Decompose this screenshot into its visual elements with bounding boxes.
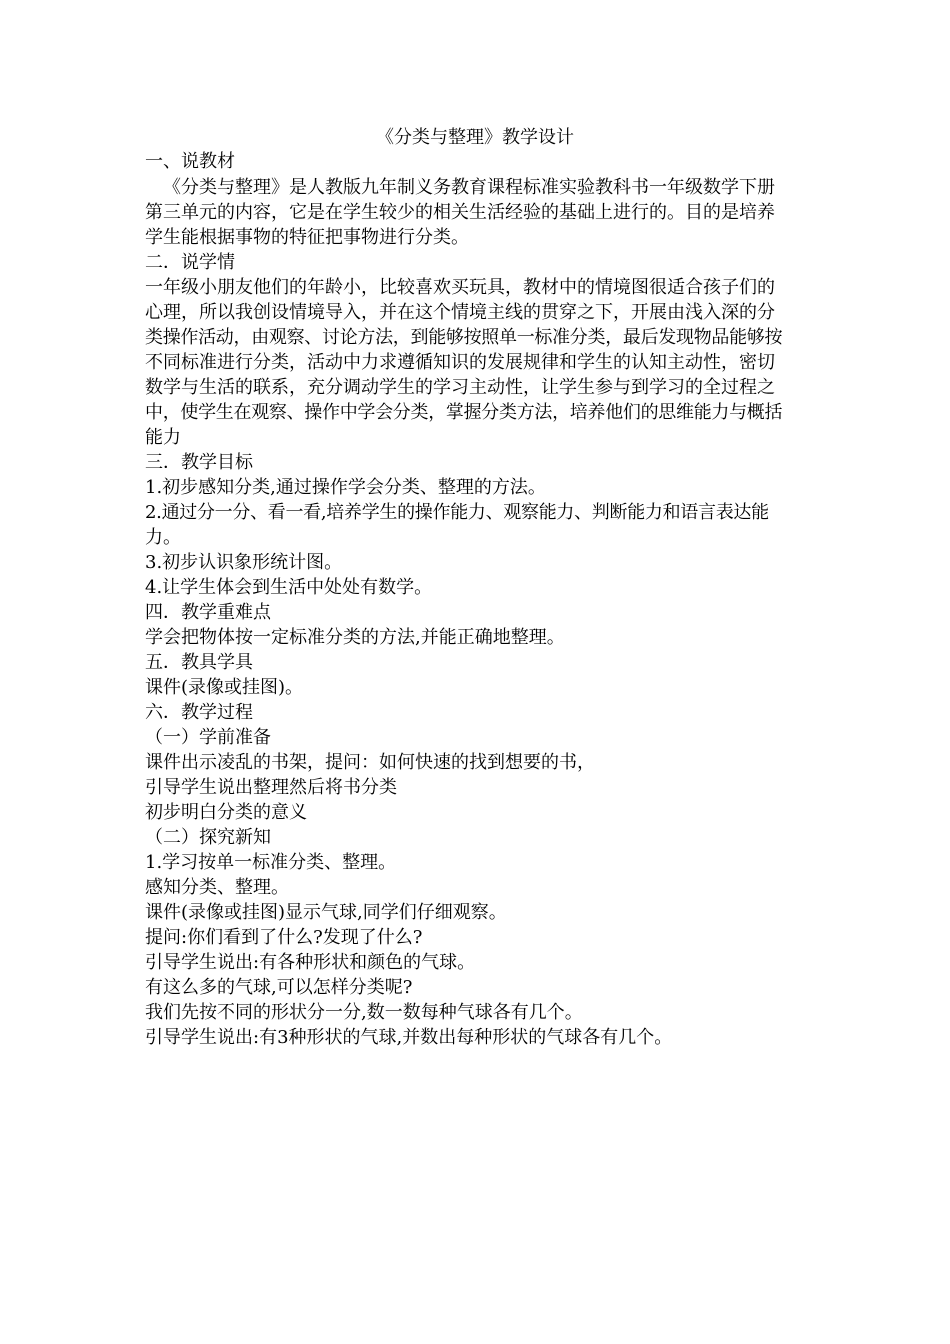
paragraph-line: 感知分类、整理。 (145, 877, 289, 898)
list-item: 1.初步感知分类,通过操作学会分类、整理的方法。 (145, 477, 546, 498)
paragraph-line: 学会把物体按一定标准分类的方法,并能正确地整理。 (145, 627, 565, 648)
list-item: 1.学习按单一标准分类、整理。 (145, 852, 397, 873)
paragraph-line: 数学与生活的联系，充分调动学生的学习主动性，让学生参与到学习的全过程之 (145, 377, 775, 398)
paragraph-line: 能力 (145, 427, 181, 448)
section-heading-4: 四．教学重难点 (145, 602, 271, 623)
section-heading-3: 三．教学目标 (145, 452, 253, 473)
section-heading-2: 二．说学情 (145, 252, 235, 273)
section-heading-1: 一、说教材 (145, 151, 235, 172)
paragraph-line: 第三单元的内容，它是在学生较少的相关生活经验的基础上进行的。目的是培养 (145, 202, 775, 223)
section-heading-6: 六．教学过程 (145, 702, 253, 723)
paragraph-line: 初步明白分类的意义 (145, 802, 307, 823)
list-item: 4.让学生体会到生活中处处有数学。 (145, 577, 433, 598)
paragraph-line: 课件(录像或挂图)显示气球,同学们仔细观察。 (145, 902, 507, 923)
subsection-heading: （一）学前准备 (145, 727, 271, 748)
list-item: 2.通过分一分、看一看,培养学生的操作能力、观察能力、判断能力和语言表达能 (145, 502, 769, 523)
paragraph-line: 提问:你们看到了什么?发现了什么? (145, 927, 423, 948)
paragraph-line: 类操作活动，由观察、讨论方法，到能够按照单一标准分类，最后发现物品能够按 (145, 327, 783, 348)
subsection-heading: （二）探究新知 (145, 827, 271, 848)
paragraph-line: 学生能根据事物的特征把事物进行分类。 (145, 227, 469, 248)
paragraph-line: 心理，所以我创设情境导入，并在这个情境主线的贯穿之下，开展由浅入深的分 (145, 302, 775, 323)
paragraph-line: 引导学生说出整理然后将书分类 (145, 777, 397, 798)
paragraph-line: 中，使学生在观察、操作中学会分类，掌握分类方法，培养他们的思维能力与概括 (145, 402, 783, 423)
paragraph-line: 不同标准进行分类，活动中力求遵循知识的发展规律和学生的认知主动性，密切 (145, 352, 775, 373)
section-heading-5: 五．教具学具 (145, 652, 253, 673)
paragraph-line: 课件出示凌乱的书架，提问：如何快速的找到想要的书， (145, 752, 595, 773)
paragraph-line: 有这么多的气球,可以怎样分类呢? (145, 977, 413, 998)
list-item: 3.初步认识象形统计图。 (145, 552, 343, 573)
paragraph-line: 《分类与整理》是人教版九年制义务教育课程标准实验教科书一年级数学下册 (163, 177, 775, 198)
paragraph-line: 一年级小朋友他们的年龄小，比较喜欢买玩具，教材中的情境图很适合孩子们的 (145, 277, 775, 298)
list-item-continuation: 力。 (145, 527, 181, 548)
paragraph-line: 引导学生说出:有各种形状和颜色的气球。 (145, 952, 476, 973)
paragraph-line: 课件(录像或挂图)。 (145, 677, 304, 698)
document-title: 《分类与整理》教学设计 (376, 127, 574, 148)
paragraph-line: 我们先按不同的形状分一分,数一数每种气球各有几个。 (145, 1002, 583, 1023)
paragraph-line: 引导学生说出:有3种形状的气球,并数出每种形状的气球各有几个。 (145, 1027, 673, 1048)
